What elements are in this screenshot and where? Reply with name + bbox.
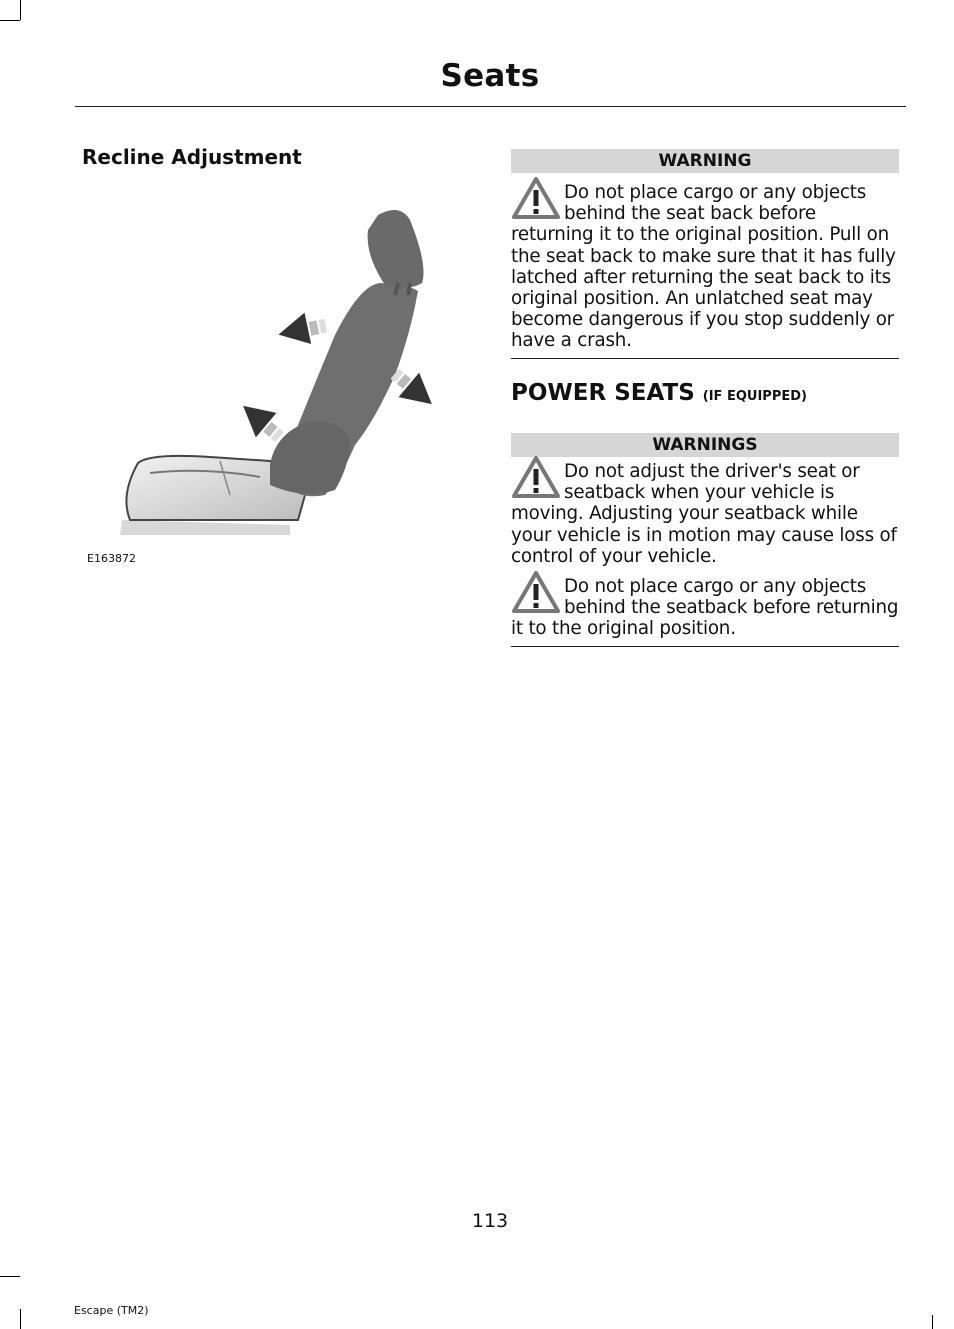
warning-text: Do not adjust the driver's seat or seatback when your vehicle is moving. Adjusting your seatback while your vehicle is in motion may cause loss of control of your vehicle. [511,461,897,567]
crop-mark [20,0,21,20]
warning-triangle-icon [511,455,561,499]
page-number: 113 [471,1210,509,1232]
power-seats-subtitle: (IF EQUIPPED) [702,389,807,404]
warning-block [511,576,901,640]
power-seats-heading [511,380,807,406]
crop-mark [0,20,20,21]
crop-mark [932,1315,933,1329]
crop-mark [0,1276,20,1277]
warning-text: Do not place cargo or any objects behind the seatback before returning it to the original position. [511,576,899,640]
warning-end-rule [511,358,899,359]
warning-triangle-icon [511,570,561,614]
seat-recline-illustration [110,195,450,540]
warnings-end-rule [511,646,899,647]
warning-header: WARNING [511,149,899,173]
warning-text: Do not place cargo or any objects behind the seat back before returning it to the original position. Pull on the seat back to make sure that it has fully latched after returning the seat back to its original position. An unlatched seat may become dangerous if you stop suddenly or have a crash. [511,182,896,352]
warning-triangle-icon [511,176,561,220]
warning-block [511,461,901,567]
power-seats-title: POWER SEATS [511,380,695,406]
footer-model: Escape (TM2) [74,1304,149,1317]
warnings-header: WARNINGS [511,433,899,457]
crop-mark [20,1309,21,1329]
figure-code: E163872 [87,552,136,565]
recline-adjustment-heading: Recline Adjustment [82,145,302,169]
title-divider [75,106,906,107]
warning-block [511,182,901,352]
recline-forward-arrow [275,309,329,350]
page-title: Seats [440,58,540,94]
